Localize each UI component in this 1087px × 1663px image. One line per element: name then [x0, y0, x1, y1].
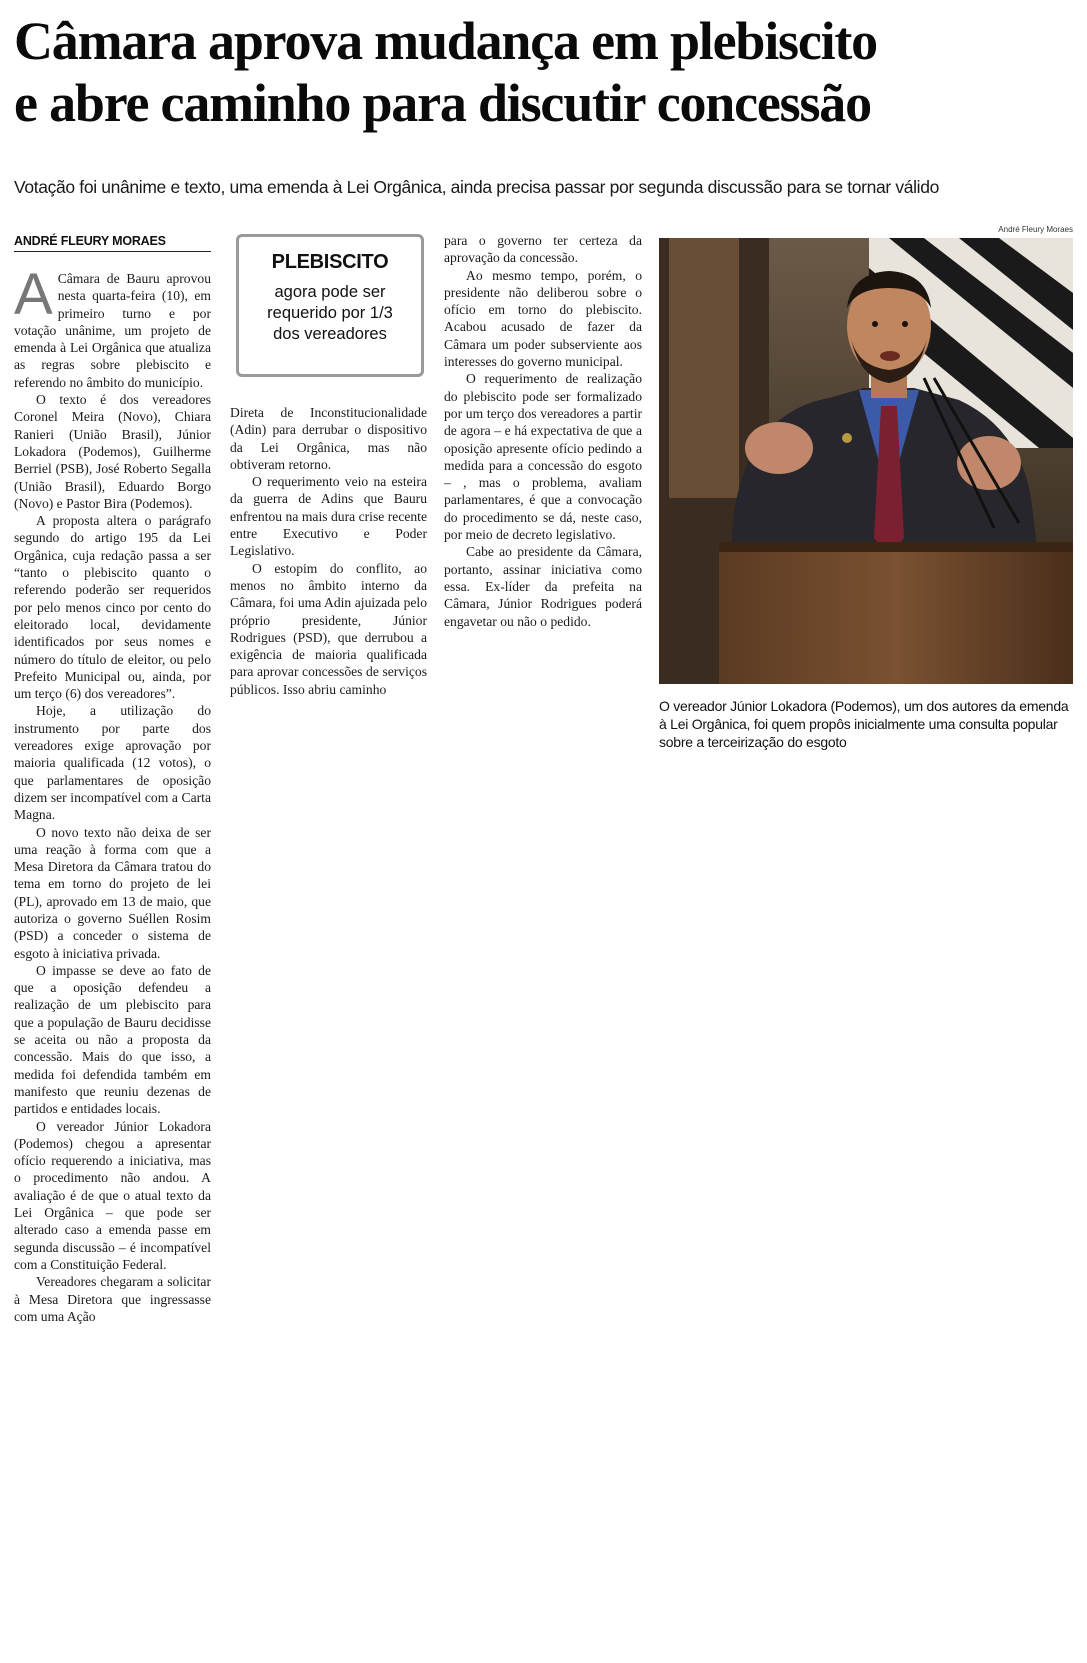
article-paragraph: para o governo ter certeza da aprovação da concessão. — [444, 233, 642, 266]
article-paragraph: A proposta altera o parágrafo segundo do artigo 195 da Lei Orgânica, cuja redação passa a ser “tanto o plebiscito quanto o referendo poderão ser requeridos por pelo menos cinco por cento do eleitorado local, devidamente identificados por seus nomes e número do título de eleitor, ou pelo Prefeito Municipal ou, ainda, por um terço (6) dos vereadores”. — [14, 513, 211, 702]
article-column-3 — [444, 232, 642, 630]
headline-line-2: e abre caminho para discutir concessão — [14, 73, 871, 133]
highlight-box — [236, 234, 424, 377]
article-paragraph: Ao mesmo tempo, porém, o presidente não deliberou sobre o ofício em torno do plebiscito. Acabou acusado de fazer da Câmara um poder subserviente aos interesses do governo municipal. — [444, 267, 642, 370]
article-paragraph: A Câmara de Bauru aprovou nesta quarta-feira (10), em primeiro turno e por votação unânime, um projeto de emenda à Lei Orgânica que atualiza as regras sobre plebiscito e referendo no âmbito do município. — [14, 262, 211, 390]
headline — [14, 10, 1079, 134]
news-photo — [659, 238, 1073, 684]
photo-caption: O vereador Júnior Lokadora (Podemos), um dos autores da emenda à Lei Orgânica, foi quem propôs inicialmente uma consulta popular sobre a terceirização do esgoto — [659, 698, 1069, 750]
byline: ANDRÉ FLEURY MORAES — [14, 234, 211, 252]
article-paragraph: O texto é dos vereadores Coronel Meira (Novo), Chiara Ranieri (União Brasil), Júnior Lokadora (Podemos), Guilherme Berriel (PSB), José Roberto Segalla (União Brasil), Eduardo Borgo (Novo) e Pastor Bira (Podemos). — [14, 392, 211, 511]
article-paragraph: O requerimento veio na esteira da guerra de Adins que Bauru enfrentou na mais dura crise recente entre Executivo e Poder Legislativo. — [230, 474, 427, 559]
article-paragraph: Cabe ao presidente da Câmara, portanto, assinar iniciativa como essa. Ex-líder da prefeita na Câmara, Júnior Rodrigues poderá engavetar ou não o pedido. — [444, 544, 642, 629]
photo-credit: André Fleury Moraes — [998, 225, 1073, 234]
drop-cap: A — [14, 262, 53, 327]
article-paragraph: Direta de Inconstitucionalidade (Adin) para derrubar o dispositivo da Lei Orgânica, mas não obtiveram retorno. — [230, 405, 427, 472]
headline-line-1: Câmara aprova mudança em plebiscito — [14, 11, 877, 71]
article-paragraph: O novo texto não deixa de ser uma reação à forma com que a Mesa Diretora da Câmara tratou do tema em torno do projeto de lei (PL), aprovado em 13 de maio, que autoriza o governo Suéllen Rosim (PSD) a conceder o sistema de esgoto à iniciativa privada. — [14, 824, 211, 961]
subheadline: Votação foi unânime e texto, uma emenda à Lei Orgânica, ainda precisa passar por segunda discussão para se tornar válido — [14, 177, 939, 197]
article-column-2 — [230, 404, 427, 698]
highlight-box-text: agora pode ser requerido por 1/3 dos vereadores — [267, 283, 393, 343]
article-paragraph: O requerimento de realização do plebiscito pode ser formalizado por um terço dos vereadores a partir de agora – e há expectativa de que a oposição apresente ofício pedindo a medida para a concessão do esgoto – , mas o problema, avaliam parlamentares, é que a convocação do procedimento se dá, neste caso, por meio de decreto legislativo. — [444, 371, 642, 543]
article-paragraph: O estopim do conflito, ao menos no âmbito interno da Câmara, foi uma Adin ajuizada pelo próprio presidente, Júnior Rodrigues (PSD), que derrubou a exigência de maioria qualificada para aprovar concessões de serviços públicos. Isso abriu caminho — [230, 560, 427, 697]
article-column-1 — [14, 262, 211, 1325]
article-paragraph: O impasse se deve ao fato de que a oposição defendeu a realização de um plebiscito para que a população de Bauru decidisse se aceita ou não a proposta da concessão. Mais do que isso, a medida foi defendida também em manifesto que reuniu dezenas de partidos e entidades locais. — [14, 962, 211, 1117]
article-paragraph: Hoje, a utilização do instrumento por parte dos vereadores exige aprovação por maioria qualificada (12 votos), o que parlamentares de oposição dizem ser incompatível com a Carta Magna. — [14, 703, 211, 823]
article-paragraph: Vereadores chegaram a solicitar à Mesa Diretora que ingressasse com uma Ação — [14, 1274, 211, 1324]
highlight-box-title: PLEBISCITO — [271, 251, 389, 273]
article-paragraph: O vereador Júnior Lokadora (Podemos) chegou a apresentar ofício requerendo a iniciativa, mas o procedimento não andou. A avaliação é de que o atual texto da Lei Orgânica – que pode ser alterado caso a emenda passe em segunda discussão – é incompatível com a Constituição Federal. — [14, 1118, 211, 1272]
